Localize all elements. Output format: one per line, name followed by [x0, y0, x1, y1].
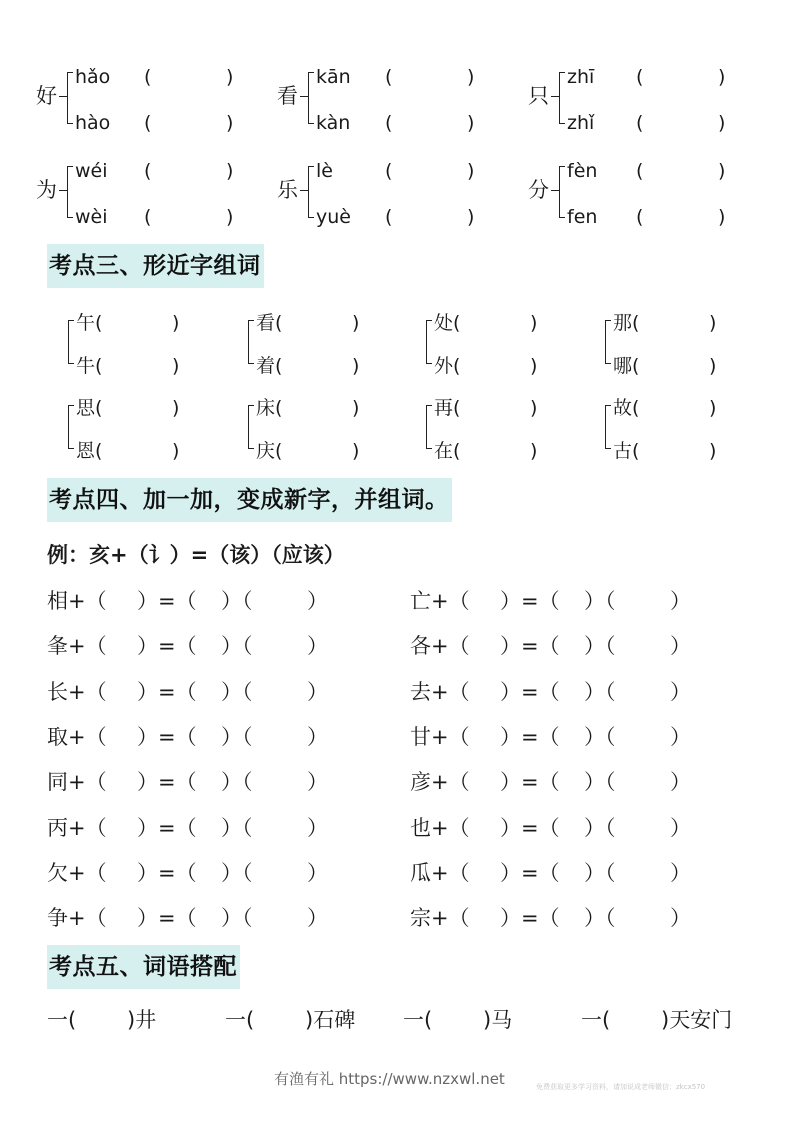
brace-connector: [59, 96, 67, 97]
answer-blank-close: ): [352, 355, 360, 377]
base-character: 各: [410, 634, 431, 659]
footer-watermark: 有渔有礼 https://www.nzxwl.net: [274, 1070, 505, 1088]
word-blank[interactable]: ）（: [221, 724, 253, 749]
word-blank[interactable]: ）（: [221, 679, 253, 704]
similar-char-bottom[interactable]: 着(: [256, 355, 283, 377]
polyphonic-group: [36, 66, 276, 134]
similar-char-bottom[interactable]: 古(: [613, 440, 640, 462]
answer-blank-open[interactable]: (: [144, 66, 152, 88]
answer-blank-open[interactable]: (: [636, 160, 644, 182]
answer-blank-close: ): [352, 440, 360, 462]
new-character-blank[interactable]: ）=（: [137, 906, 197, 931]
pinyin-bottom: kàn: [316, 112, 351, 134]
word-blank[interactable]: ）（: [584, 679, 616, 704]
word-blank[interactable]: ）（: [584, 634, 616, 659]
new-character-blank[interactable]: ）=（: [500, 860, 560, 885]
similar-char-group: [605, 312, 755, 377]
answer-blank-open[interactable]: (: [636, 66, 644, 88]
similar-char-bottom[interactable]: 恩(: [76, 440, 103, 462]
answer-blank-close: ): [172, 397, 180, 419]
answer-blank-close: ): [718, 160, 726, 182]
blank-close: ）: [307, 679, 328, 704]
similar-char-bottom[interactable]: 哪(: [613, 355, 640, 377]
blank-close: ）: [307, 815, 328, 840]
similar-char-group: [605, 397, 755, 462]
new-character-blank[interactable]: ）=（: [500, 770, 560, 795]
answer-blank-open[interactable]: (: [636, 112, 644, 134]
component-blank[interactable]: +（: [68, 906, 107, 931]
similar-char-top[interactable]: 看(: [256, 312, 283, 334]
polyphonic-character: 乐: [277, 178, 298, 202]
similar-char-bottom[interactable]: 在(: [434, 440, 461, 462]
left-brace: [559, 72, 565, 124]
answer-blank-close: ): [352, 397, 360, 419]
answer-blank-close: ): [530, 312, 538, 334]
similar-char-bottom[interactable]: 庆(: [256, 440, 283, 462]
similar-char-group: [248, 397, 398, 462]
word-blank[interactable]: ）（: [221, 634, 253, 659]
component-blank[interactable]: +（: [431, 679, 470, 704]
base-character: 争: [47, 906, 68, 931]
new-character-blank[interactable]: ）=（: [500, 634, 560, 659]
answer-blank-close: ): [709, 440, 717, 462]
add-component-row: [47, 813, 387, 843]
section-4-header: 考点四、加一加，变成新字，并组词。: [47, 478, 452, 522]
left-brace: [67, 166, 73, 218]
component-blank[interactable]: +（: [68, 724, 107, 749]
brace-connector: [551, 96, 559, 97]
component-blank[interactable]: +（: [431, 906, 470, 931]
answer-blank-close: ): [226, 206, 234, 228]
new-character-blank[interactable]: ）=（: [500, 679, 560, 704]
polyphonic-group: [528, 66, 768, 134]
component-blank[interactable]: +（: [431, 860, 470, 885]
similar-char-top[interactable]: 故(: [613, 397, 640, 419]
left-brace: [68, 320, 74, 364]
answer-blank-open[interactable]: (: [385, 160, 393, 182]
add-component-row: [47, 767, 387, 797]
word-blank[interactable]: ）（: [221, 770, 253, 795]
base-character: 长: [47, 679, 68, 704]
component-blank[interactable]: +（: [68, 679, 107, 704]
match-blank[interactable]: 一(: [581, 1008, 611, 1032]
add-component-row: [410, 586, 750, 616]
left-brace: [248, 320, 254, 364]
add-component-row: [47, 677, 387, 707]
answer-blank-close: ): [467, 66, 475, 88]
pinyin-bottom: zhǐ: [567, 112, 595, 134]
blank-close: ）: [307, 634, 328, 659]
left-brace: [605, 320, 611, 364]
polyphonic-group: [277, 66, 517, 134]
base-character: 彦: [410, 770, 431, 795]
word-blank[interactable]: ）（: [221, 906, 253, 931]
add-component-row: [410, 722, 750, 752]
add-component-row: [410, 767, 750, 797]
component-blank[interactable]: +（: [68, 770, 107, 795]
left-brace: [248, 405, 254, 449]
component-blank[interactable]: +（: [431, 815, 470, 840]
similar-char-group: [248, 312, 398, 377]
answer-blank-close: ): [172, 440, 180, 462]
section-5-header: 考点五、词语搭配: [47, 945, 240, 989]
similar-char-group: [426, 397, 576, 462]
similar-char-top[interactable]: 那(: [613, 312, 640, 334]
new-character-blank[interactable]: ）=（: [500, 589, 560, 613]
similar-char-group: [68, 397, 218, 462]
add-component-row: [410, 858, 750, 888]
answer-blank-close: ): [718, 206, 726, 228]
answer-blank-close: ): [709, 355, 717, 377]
blank-close: ）: [670, 815, 691, 840]
brace-connector: [300, 190, 308, 191]
answer-blank-close: ): [709, 397, 717, 419]
pinyin-bottom: hào: [75, 112, 111, 134]
blank-close: ）: [670, 860, 691, 885]
word-blank[interactable]: ）（: [584, 724, 616, 749]
pinyin-top: lè: [316, 160, 333, 182]
answer-blank-open[interactable]: (: [385, 206, 393, 228]
blank-close: ）: [670, 634, 691, 659]
similar-char-bottom[interactable]: 牛(: [76, 355, 103, 377]
answer-blank-open[interactable]: (: [144, 112, 152, 134]
similar-char-top[interactable]: 处(: [434, 312, 461, 334]
new-character-blank[interactable]: ）=（: [137, 634, 197, 659]
polyphonic-character: 只: [528, 84, 549, 108]
pinyin-top: hǎo: [75, 66, 111, 88]
answer-blank-close: ): [709, 312, 717, 334]
example-line: 例：亥+（讠）=（该）（应该）: [47, 543, 345, 567]
answer-blank-close: ): [718, 112, 726, 134]
answer-blank-close: ): [530, 355, 538, 377]
answer-blank-close: ): [172, 355, 180, 377]
new-character-blank[interactable]: ）=（: [137, 679, 197, 704]
word-blank[interactable]: ）（: [584, 589, 616, 613]
add-component-row: [47, 858, 387, 888]
component-blank[interactable]: +（: [68, 815, 107, 840]
component-blank[interactable]: +（: [68, 860, 107, 885]
left-brace: [426, 320, 432, 364]
answer-blank-open[interactable]: (: [144, 160, 152, 182]
polyphonic-group: [528, 160, 768, 228]
base-character: 亡: [410, 589, 431, 613]
polyphonic-character: 好: [36, 84, 57, 108]
new-character-blank[interactable]: ）=（: [137, 770, 197, 795]
new-character-blank[interactable]: ）=（: [137, 724, 197, 749]
left-brace: [308, 166, 314, 218]
pinyin-bottom: yuè: [316, 206, 351, 228]
answer-blank-open[interactable]: (: [385, 112, 393, 134]
new-character-blank[interactable]: ）=（: [500, 815, 560, 840]
add-component-row: [410, 677, 750, 707]
word-blank[interactable]: ）（: [584, 815, 616, 840]
brace-connector: [59, 190, 67, 191]
answer-blank-open[interactable]: (: [144, 206, 152, 228]
polyphonic-group: [36, 160, 276, 228]
component-blank[interactable]: +（: [68, 589, 107, 613]
blank-close: ）: [307, 906, 328, 931]
word-blank[interactable]: ）（: [584, 770, 616, 795]
word-blank[interactable]: ）（: [221, 589, 253, 613]
match-noun: )天安门: [661, 1008, 733, 1032]
word-blank[interactable]: ）（: [221, 860, 253, 885]
left-brace: [559, 166, 565, 218]
blank-close: ）: [670, 589, 691, 613]
pinyin-top: wéi: [75, 160, 108, 182]
answer-blank-open[interactable]: (: [636, 206, 644, 228]
new-character-blank[interactable]: ）=（: [500, 906, 560, 931]
left-brace: [605, 405, 611, 449]
answer-blank-close: ): [226, 160, 234, 182]
polyphonic-character: 为: [36, 178, 57, 202]
base-character: 相: [47, 589, 68, 613]
similar-char-top[interactable]: 午(: [76, 312, 103, 334]
brace-connector: [300, 96, 308, 97]
new-character-blank[interactable]: ）=（: [137, 589, 197, 613]
answer-blank-close: ): [172, 312, 180, 334]
left-brace: [426, 405, 432, 449]
base-character: 丙: [47, 815, 68, 840]
add-component-row: [47, 722, 387, 752]
similar-char-top[interactable]: 床(: [256, 397, 283, 419]
component-blank[interactable]: +（: [431, 724, 470, 749]
new-character-blank[interactable]: ）=（: [500, 724, 560, 749]
word-blank[interactable]: ）（: [221, 815, 253, 840]
blank-close: ）: [670, 724, 691, 749]
answer-blank-close: ): [530, 440, 538, 462]
match-noun: )井: [127, 1008, 157, 1032]
pinyin-top: kān: [316, 66, 351, 88]
add-component-row: [47, 903, 387, 933]
base-character: 去: [410, 679, 431, 704]
pinyin-top: fèn: [567, 160, 598, 182]
match-noun: )石碑: [305, 1008, 356, 1032]
match-blank[interactable]: 一(: [403, 1008, 433, 1032]
brace-connector: [551, 190, 559, 191]
new-character-blank[interactable]: ）=（: [137, 815, 197, 840]
similar-char-group: [68, 312, 218, 377]
answer-blank-close: ): [718, 66, 726, 88]
blank-close: ）: [307, 724, 328, 749]
blank-close: ）: [670, 770, 691, 795]
match-noun: )马: [483, 1008, 513, 1032]
blank-close: ）: [307, 860, 328, 885]
base-character: 也: [410, 815, 431, 840]
blank-close: ）: [670, 679, 691, 704]
answer-blank-close: ): [352, 312, 360, 334]
answer-blank-close: ): [467, 112, 475, 134]
pinyin-bottom: wèi: [75, 206, 108, 228]
pinyin-bottom: fen: [567, 206, 598, 228]
blank-close: ）: [307, 589, 328, 613]
base-character: 宗: [410, 906, 431, 931]
base-character: 取: [47, 724, 68, 749]
component-blank[interactable]: +（: [431, 770, 470, 795]
add-component-row: [47, 631, 387, 661]
answer-blank-close: ): [226, 112, 234, 134]
add-component-row: [410, 813, 750, 843]
answer-blank-close: ): [530, 397, 538, 419]
left-brace: [68, 405, 74, 449]
blank-close: ）: [670, 906, 691, 931]
similar-char-bottom[interactable]: 外(: [434, 355, 461, 377]
section-3-header: 考点三、形近字组词: [47, 244, 264, 288]
new-character-blank[interactable]: ）=（: [137, 860, 197, 885]
answer-blank-close: ): [467, 206, 475, 228]
pinyin-top: zhī: [567, 66, 595, 88]
blank-close: ）: [307, 770, 328, 795]
answer-blank-close: ): [467, 160, 475, 182]
word-blank[interactable]: ）（: [584, 906, 616, 931]
add-component-row: [410, 631, 750, 661]
base-character: 甘: [410, 724, 431, 749]
component-blank[interactable]: +（: [431, 589, 470, 613]
left-brace: [67, 72, 73, 124]
footer-note: 免费获取更多学习资料，请加说成老师微信：zkcx570: [536, 1083, 706, 1091]
match-blank[interactable]: 一(: [225, 1008, 255, 1032]
base-character: 夆: [47, 634, 68, 659]
answer-blank-open[interactable]: (: [385, 66, 393, 88]
left-brace: [308, 72, 314, 124]
base-character: 瓜: [410, 860, 431, 885]
add-component-row: [47, 586, 387, 616]
add-component-row: [410, 903, 750, 933]
base-character: 同: [47, 770, 68, 795]
polyphonic-group: [277, 160, 517, 228]
similar-char-top[interactable]: 思(: [76, 397, 103, 419]
match-blank[interactable]: 一(: [47, 1008, 77, 1032]
word-blank[interactable]: ）（: [584, 860, 616, 885]
polyphonic-character: 看: [277, 84, 298, 108]
similar-char-group: [426, 312, 576, 377]
component-blank[interactable]: +（: [68, 634, 107, 659]
polyphonic-character: 分: [528, 178, 549, 202]
base-character: 欠: [47, 860, 68, 885]
answer-blank-close: ): [226, 66, 234, 88]
component-blank[interactable]: +（: [431, 634, 470, 659]
similar-char-top[interactable]: 再(: [434, 397, 461, 419]
